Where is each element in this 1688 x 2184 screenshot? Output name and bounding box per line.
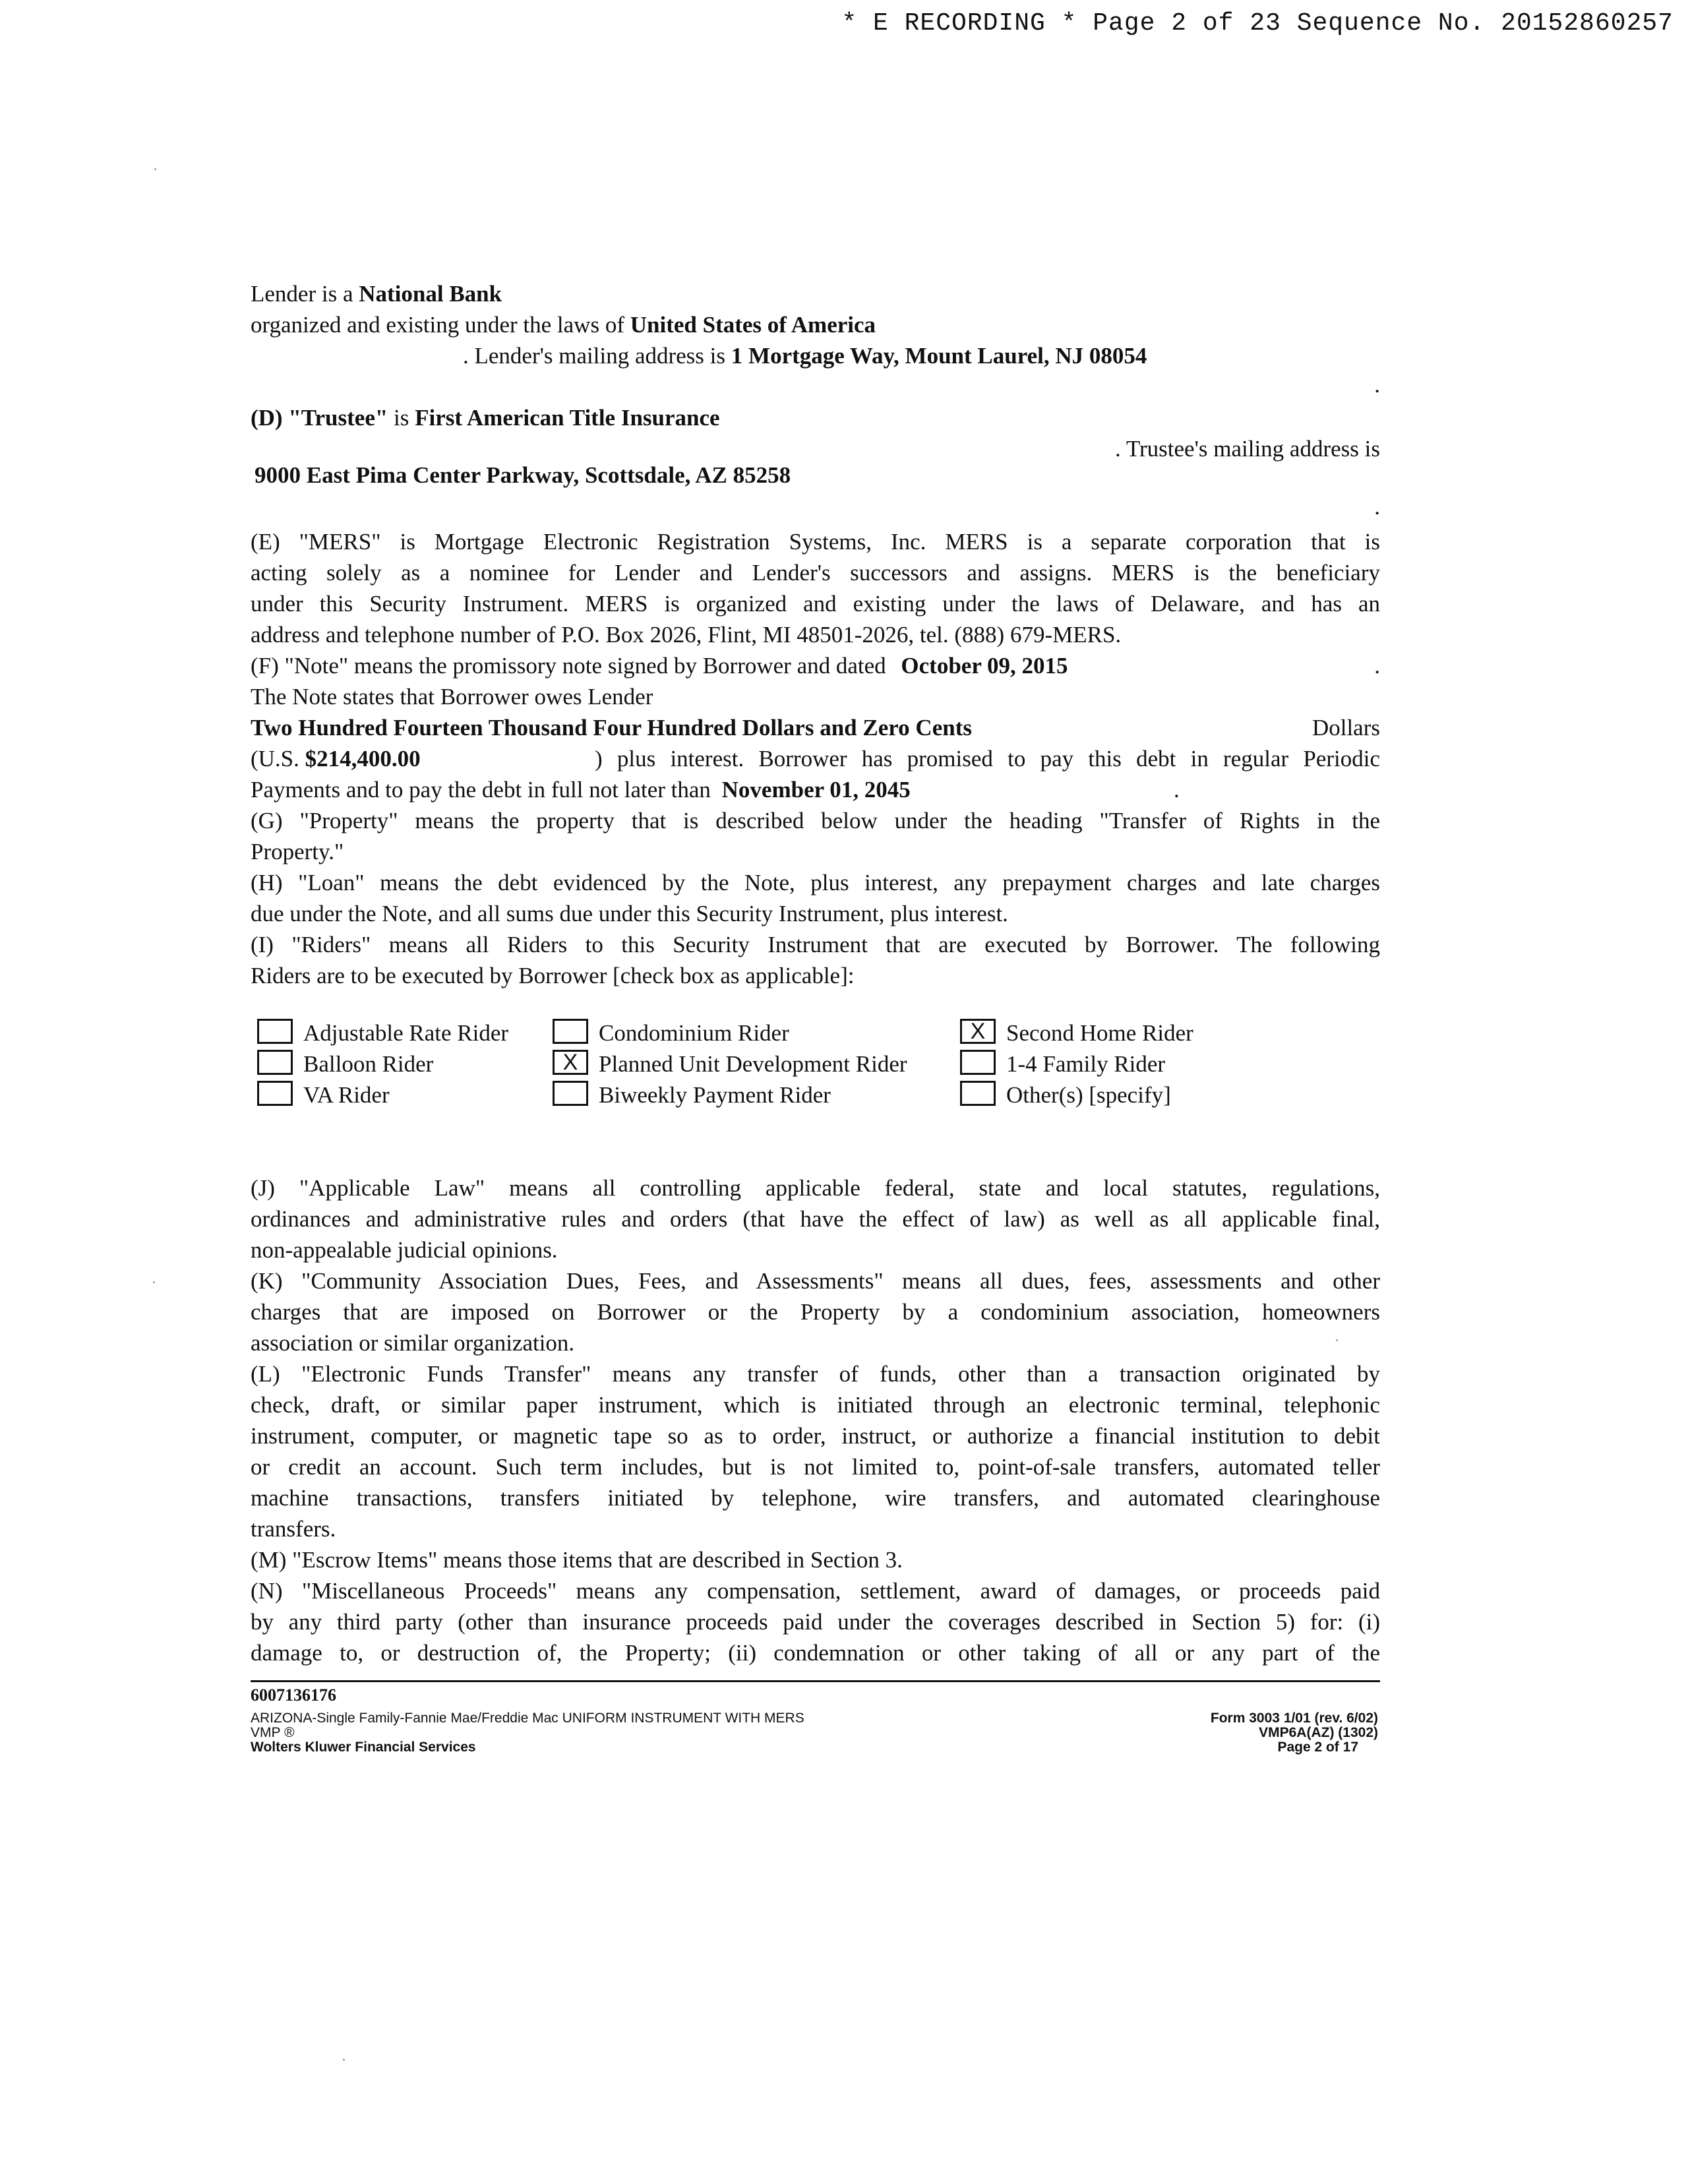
note-date: October 09, 2015 (901, 653, 1068, 679)
eft-line-6: transfers. (251, 1516, 336, 1542)
checkbox-label: VA Rider (303, 1082, 390, 1108)
rider-row-1 (251, 1017, 1380, 1048)
lender-type-label: Lender is a (251, 281, 353, 307)
trustee-address: 9000 East Pima Center Parkway, Scottsdale, AZ 85258 (255, 462, 791, 488)
trustee-is: is (388, 405, 415, 431)
eft-line-2: check, draft, or similar paper instrument, which is initiated through an electronic terminal, telephonic (251, 1392, 1380, 1418)
checkbox-va-rider[interactable] (257, 1081, 293, 1106)
checkbox-label: Condominium Rider (599, 1020, 789, 1046)
footer-form-description: ARIZONA-Single Family-Fannie Mae/Freddie Mac UNIFORM INSTRUMENT WITH MERS (251, 1711, 804, 1726)
note-maturity-line (251, 774, 1380, 805)
scan-speck (153, 1281, 155, 1283)
scan-speck (154, 168, 156, 170)
eft-line-4: or credit an account. Such term includes, but is not limited to, point-of-sale transfers, automated teller (251, 1454, 1380, 1480)
checkbox-label: Second Home Rider (1006, 1020, 1193, 1046)
trustee-label: (D) "Trustee" (251, 405, 388, 431)
applicable-law-line-3: non-appealable judicial opinions. (251, 1237, 558, 1263)
lender-address-value: 1 Mortgage Way, Mount Laurel, NJ 08054 (731, 343, 1147, 369)
eft-line-1: (L) "Electronic Funds Transfer" means any transfer of funds, other than a transaction originated by (251, 1361, 1380, 1387)
rider-row-2 (251, 1048, 1380, 1079)
applicable-law-line-1: (J) "Applicable Law" means all controlling applicable federal, state and local statutes, regulations, (251, 1175, 1380, 1201)
lender-jurisdiction-value: United States of America (630, 312, 876, 338)
riders-line-2: Riders are to be executed by Borrower [check box as applicable]: (251, 963, 855, 988)
trustee-line (251, 402, 1380, 433)
misc-line-2: by any third party (other than insurance proceeds paid under the coverages described in Section 5) for: (i) (251, 1609, 1380, 1635)
note-amount-words-line (251, 712, 1380, 743)
eft-line-5: machine transactions, transfers initiated by telephone, wire transfers, and automated clearinghouse (251, 1485, 1380, 1511)
scan-speck (1336, 1339, 1338, 1341)
misc-line-3: damage to, or destruction of, the Property; (ii) condemnation or other taking of all or any part of the (251, 1640, 1380, 1666)
riders-line-1: (I) "Riders" means all Riders to this Security Instrument that are executed by Borrower. The following (251, 932, 1380, 957)
footer-vmp: VMP ® (251, 1725, 295, 1740)
footer-page-number: Page 2 of 17 (1277, 1740, 1358, 1755)
checkbox-label: Other(s) [specify] (1006, 1082, 1171, 1108)
community-line-3: association or similar organization. (251, 1330, 575, 1356)
trustee-name: First American Title Insurance (415, 405, 720, 431)
footer-publisher: Wolters Kluwer Financial Services (251, 1740, 476, 1755)
loan-line-2: due under the Note, and all sums due under this Security Instrument, plus interest. (251, 901, 1008, 926)
trustee-address-line (251, 460, 1380, 491)
community-line-2: charges that are imposed on Borrower or the Property by a condominium association, homeowners (251, 1299, 1380, 1325)
recording-header: * E RECORDING * Page 2 of 23 Sequence No. 20152860257 (841, 9, 1673, 38)
note-amount-line (251, 743, 1380, 774)
lender-address-label: . Lender's mailing address is (463, 343, 726, 369)
note-line-1 (251, 650, 1380, 681)
checkbox-biweekly-payment-rider[interactable] (553, 1081, 588, 1106)
lender-jurisdiction-line (251, 309, 1380, 340)
note-us-label: (U.S. (251, 746, 299, 772)
loan-line-1: (H) "Loan" means the debt evidenced by the Note, plus interest, any prepayment charges and late charges (251, 870, 1380, 895)
note-amount-words: Two Hundred Fourteen Thousand Four Hundred Dollars and Zero Cents (251, 715, 972, 741)
scan-speck (343, 2059, 345, 2061)
property-line-1: (G) "Property" means the property that is described below under the heading "Transfer of Rights in the (251, 808, 1380, 834)
rider-row-3 (251, 1079, 1380, 1110)
checkbox-planned-unit-development-rider[interactable]: X (553, 1050, 588, 1075)
mers-line-1: (E) "MERS" is Mortgage Electronic Registration Systems, Inc. MERS is a separate corporation that is (251, 529, 1380, 555)
checkbox-second-home-rider[interactable]: X (960, 1019, 996, 1044)
note-maturity-date: November 01, 2045 (721, 777, 911, 803)
mers-line-4: address and telephone number of P.O. Box 2026, Flint, MI 48501-2026, tel. (888) 679-MERS. (251, 622, 1122, 648)
note-amount-rest: ) plus interest. Borrower has promised to pay this debt in regular Periodic (595, 746, 1380, 772)
checkbox-label: Planned Unit Development Rider (599, 1051, 907, 1077)
mers-line-3: under this Security Instrument. MERS is organized and existing under the laws of Delaware, and has an (251, 591, 1380, 617)
note-maturity-label: Payments and to pay the debt in full not later than (251, 777, 711, 803)
footer-rule (251, 1680, 1380, 1682)
footer-loan-number: 6007136176 (251, 1685, 336, 1705)
footer-form-number: Form 3003 1/01 (rev. 6/02) (1210, 1711, 1378, 1726)
trailing-dot: . (1374, 653, 1380, 679)
checkbox-label: Biweekly Payment Rider (599, 1082, 831, 1108)
checkbox-label: Adjustable Rate Rider (303, 1020, 509, 1046)
applicable-law-line-2: ordinances and administrative rules and orders (that have the effect of law) as well as all applicable final, (251, 1206, 1380, 1232)
lender-type-value: National Bank (359, 281, 502, 307)
trailing-dot: . (1374, 372, 1380, 398)
checkbox-1-4-family-rider[interactable] (960, 1050, 996, 1075)
note-line-2: The Note states that Borrower owes Lender (251, 684, 653, 710)
eft-line-3: instrument, computer, or magnetic tape so as to order, instruct, or authorize a financial institution to debit (251, 1423, 1380, 1449)
footer-vmp-code: VMP6A(AZ) (1302) (1259, 1725, 1378, 1740)
checkbox-adjustable-rate-rider[interactable] (257, 1019, 293, 1044)
checkbox-label: 1-4 Family Rider (1006, 1051, 1166, 1077)
trailing-dot: . (1174, 777, 1180, 803)
checkbox-balloon-rider[interactable] (257, 1050, 293, 1075)
checkbox-label: Balloon Rider (303, 1051, 434, 1077)
lender-address-line (251, 340, 1380, 371)
note-label: (F) "Note" means the promissory note signed by Borrower and dated (251, 653, 886, 679)
lender-jurisdiction-label: organized and existing under the laws of (251, 312, 624, 338)
trustee-mailing-label: . Trustee's mailing address is (1114, 436, 1380, 462)
misc-line-1: (N) "Miscellaneous Proceeds" means any compensation, settlement, award of damages, or proceeds paid (251, 1578, 1380, 1604)
note-dollars: Dollars (1311, 715, 1380, 741)
note-amount: $214,400.00 (305, 746, 421, 772)
trailing-dot: . (1374, 494, 1380, 520)
mers-line-2: acting solely as a nominee for Lender and Lender's successors and assigns. MERS is the beneficiary (251, 560, 1380, 586)
community-line-1: (K) "Community Association Dues, Fees, and Assessments" means all dues, fees, assessments and other (251, 1268, 1380, 1294)
checkbox-other-specify[interactable] (960, 1081, 996, 1106)
property-line-2: Property." (251, 839, 344, 864)
lender-type-line (251, 278, 1380, 309)
checkbox-condominium-rider[interactable] (553, 1019, 588, 1044)
escrow-line: (M) "Escrow Items" means those items that are described in Section 3. (251, 1547, 903, 1573)
